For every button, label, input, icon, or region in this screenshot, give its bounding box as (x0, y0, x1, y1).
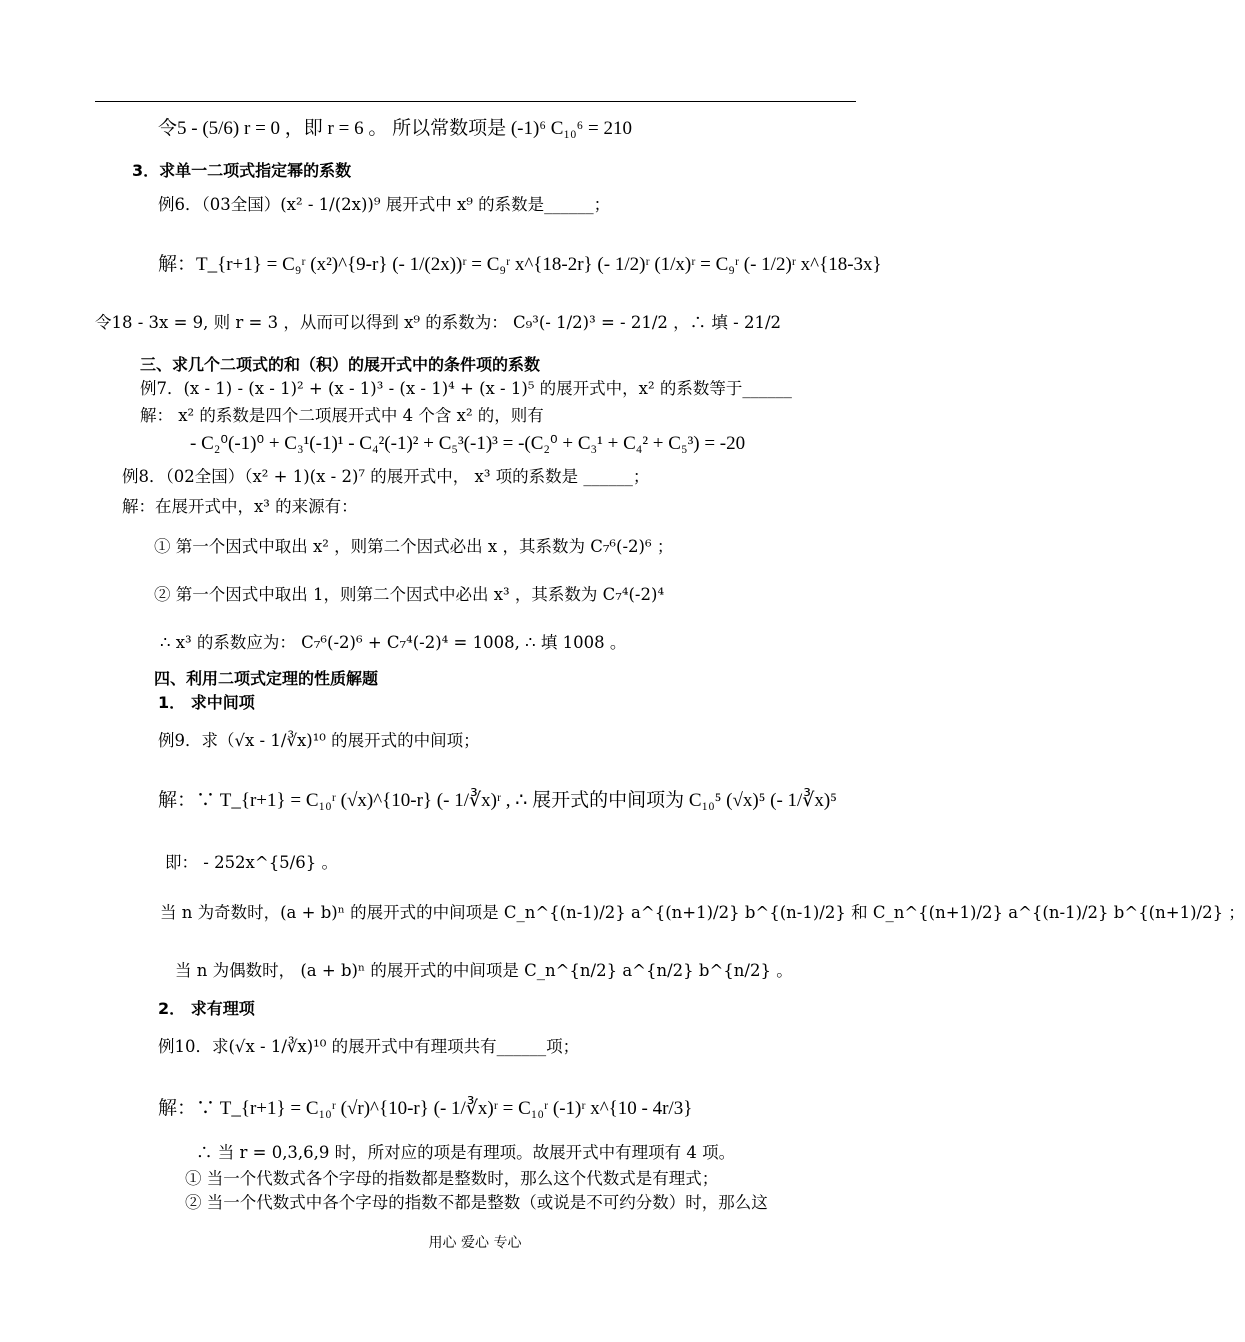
example-line: 例10．求(√x - 1/∛x)¹⁰ 的展开式中有理项共有______项； (158, 1037, 580, 1056)
solution-line: 解：T_{r+1} = C₉ʳ (x²)^{9-r} (- 1/(2x))ʳ = C₉ʳ x^{18-2r} (- 1/2)ʳ (1/x)ʳ = C₉ʳ (- 1/2)ʳ x^{18-3x} (158, 254, 882, 275)
solution-line: 解：在展开式中，x³ 的来源有： (122, 497, 358, 516)
solution-line: 解：∵ T_{r+1} = C₁₀ʳ (√r)^{10-r} (- 1/∛x)ʳ = C₁₀ʳ (-1)ʳ x^{10 - 4r/3} (158, 1098, 693, 1119)
example-line: 例8．（02全国）（x² + 1)(x - 2)⁷ 的展开式中， x³ 项的系数是 ______； (122, 467, 650, 486)
text-line: ∴ 当 r = 0,3,6,9 时，所对应的项是有理项。故展开式中有理项有 4 项。 (196, 1143, 736, 1162)
subsection-heading: 1． 求中间项 (158, 693, 255, 712)
subsection-heading: 2． 求有理项 (158, 999, 255, 1018)
page-footer: 用心 爱心 专心 (428, 1235, 522, 1251)
example-line: 例7．(x - 1) - (x - 1)² + (x - 1)³ - (x - 1)⁴ + (x - 1)⁵ 的展开式中，x² 的系数等于______ (140, 379, 792, 398)
example-line: 例6．（03全国）(x² - 1/(2x))⁹ 展开式中 x⁹ 的系数是______； (158, 195, 611, 214)
section-heading: 四、利用二项式定理的性质解题 (154, 669, 379, 688)
list-item: ① 第一个因式中取出 x² ，则第二个因式必出 x ，其系数为 C₇⁶(-2)⁶ ； (154, 537, 674, 556)
solution-line: 解：∵ T_{r+1} = C₁₀ʳ (√x)^{10-r} (- 1/∛x)ʳ , ∴ 展开式的中间项为 C₁₀⁵ (√x)⁵ (- 1/∛x)⁵ (158, 790, 837, 811)
text-line: ∴ x³ 的系数应为： C₇⁶(-2)⁶ + C₇⁴(-2)⁴ = 1008, ∴ 填 1008 。 (160, 633, 627, 652)
text-line: 令5 - (5/6) r = 0 ，即 r = 6 。 所以常数项是 (-1)⁶ C₁₀⁶ = 210 (158, 118, 632, 139)
example-line: 例9．求（√x - 1/∛x)¹⁰ 的展开式的中间项； (158, 731, 480, 750)
section-heading: 三、求几个二项式的和（积）的展开式中的条件项的系数 (140, 355, 541, 374)
text-line: 即： - 252x^{5/6} 。 (165, 853, 338, 872)
text-line: 当 n 为奇数时，(a + b)ⁿ 的展开式的中间项是 C_n^{(n-1)/2} a^{(n+1)/2} b^{(n-1)/2} 和 C_n^{(n+1)/2} a^{(n-1)/2} b^{(n+1)/2} ； (160, 903, 1245, 922)
text-line: 当 n 为偶数时， (a + b)ⁿ 的展开式的中间项是 C_n^{n/2} a^{n/2} b^{n/2} 。 (175, 961, 793, 980)
solution-line: 解： x² 的系数是四个二项展开式中 4 个含 x² 的，则有 (140, 406, 544, 425)
list-item: ② 当一个代数式中各个字母的指数不都是整数（或说是不可约分数）时，那么这 (185, 1193, 768, 1212)
formula-line: - C₂⁰(-1)⁰ + C₃¹(-1)¹ - C₄²(-1)² + C₅³(-1)³ = -(C₂⁰ + C₃¹ + C₄² + C₅³) = -20 (190, 433, 746, 454)
list-item: ② 第一个因式中取出 1，则第二个因式中必出 x³ ，其系数为 C₇⁴(-2)⁴ (154, 585, 665, 604)
text-line: 令18 - 3x = 9, 则 r = 3 ，从而可以得到 x⁹ 的系数为： C₉³(- 1/2)³ = - 21/2 ，∴ 填 - 21/2 (95, 313, 782, 332)
list-item: ① 当一个代数式各个字母的指数都是整数时，那么这个代数式是有理式； (185, 1169, 719, 1188)
header-rule (95, 101, 856, 102)
section-heading: 3．求单一二项式指定幂的系数 (132, 161, 352, 180)
